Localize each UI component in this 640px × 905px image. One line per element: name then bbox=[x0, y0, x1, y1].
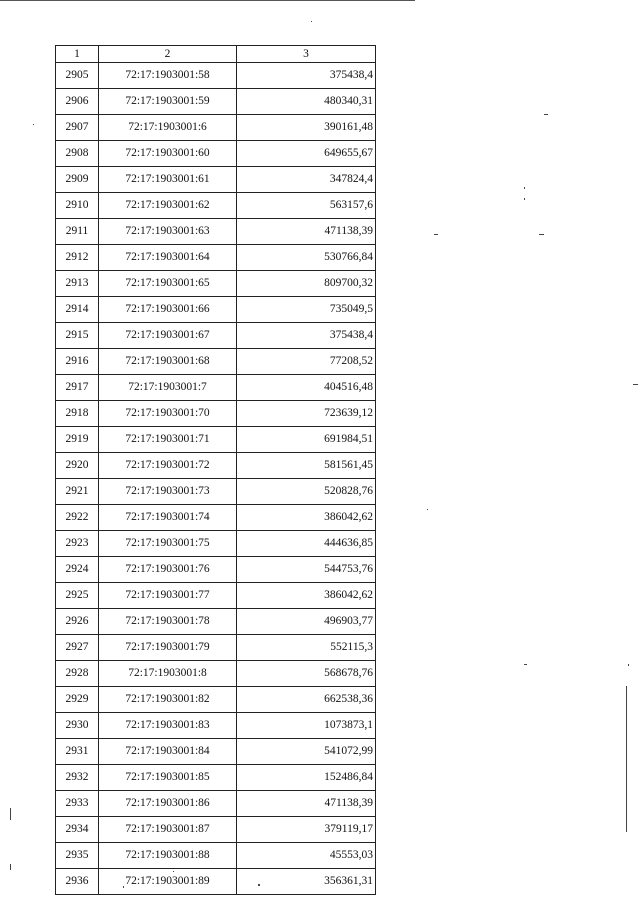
row-number-cell: 2915 bbox=[56, 323, 99, 349]
row-number-cell: 2906 bbox=[56, 89, 99, 115]
row-number-cell: 2910 bbox=[56, 193, 99, 219]
row-number-cell: 2923 bbox=[56, 531, 99, 557]
row-number-cell: 2934 bbox=[56, 817, 99, 843]
scan-speck bbox=[524, 664, 527, 665]
value-cell: 45553,03 bbox=[237, 843, 376, 869]
document-table-container bbox=[55, 45, 376, 895]
table-row bbox=[56, 609, 376, 635]
row-number-cell: 2925 bbox=[56, 583, 99, 609]
row-number-cell: 2936 bbox=[56, 869, 99, 895]
row-number-cell: 2927 bbox=[56, 635, 99, 661]
cadastral-number-cell: 72:17:1903001:62 bbox=[99, 193, 237, 219]
table-row bbox=[56, 375, 376, 401]
value-cell: 404516,48 bbox=[237, 375, 376, 401]
cadastral-number-cell: 72:17:1903001:71 bbox=[99, 427, 237, 453]
table-row bbox=[56, 453, 376, 479]
row-number-cell: 2933 bbox=[56, 791, 99, 817]
table-row bbox=[56, 739, 376, 765]
value-cell: 386042,62 bbox=[237, 505, 376, 531]
cadastral-number-cell: 72:17:1903001:86 bbox=[99, 791, 237, 817]
cadastral-number-cell: 72:17:1903001:65 bbox=[99, 271, 237, 297]
table-body bbox=[56, 63, 376, 895]
row-number-cell: 2916 bbox=[56, 349, 99, 375]
scan-speck bbox=[539, 234, 544, 235]
table-row bbox=[56, 63, 376, 89]
value-cell: 77208,52 bbox=[237, 349, 376, 375]
row-number-cell: 2912 bbox=[56, 245, 99, 271]
cadastral-number-cell: 72:17:1903001:76 bbox=[99, 557, 237, 583]
cadastral-number-cell: 72:17:1903001:82 bbox=[99, 687, 237, 713]
table-row bbox=[56, 635, 376, 661]
column-header-3: 3 bbox=[237, 46, 376, 63]
table-row bbox=[56, 271, 376, 297]
value-cell: 544753,76 bbox=[237, 557, 376, 583]
scan-speck bbox=[123, 886, 124, 888]
scan-speck bbox=[258, 884, 260, 886]
value-cell: 444636,85 bbox=[237, 531, 376, 557]
cadastral-number-cell: 72:17:1903001:63 bbox=[99, 219, 237, 245]
value-cell: 662538,36 bbox=[237, 687, 376, 713]
row-number-cell: 2909 bbox=[56, 167, 99, 193]
value-cell: 649655,67 bbox=[237, 141, 376, 167]
cadastral-number-cell: 72:17:1903001:68 bbox=[99, 349, 237, 375]
table-row bbox=[56, 505, 376, 531]
table-row bbox=[56, 791, 376, 817]
cadastral-number-cell: 72:17:1903001:88 bbox=[99, 843, 237, 869]
table-row bbox=[56, 661, 376, 687]
table-header-row bbox=[56, 46, 376, 63]
row-number-cell: 2908 bbox=[56, 141, 99, 167]
cadastral-number-cell: 72:17:1903001:75 bbox=[99, 531, 237, 557]
table-row bbox=[56, 557, 376, 583]
table-row bbox=[56, 115, 376, 141]
value-cell: 471138,39 bbox=[237, 219, 376, 245]
value-cell: 809700,32 bbox=[237, 271, 376, 297]
cadastral-value-table bbox=[55, 45, 376, 895]
scan-speck bbox=[427, 509, 428, 510]
value-cell: 552115,3 bbox=[237, 635, 376, 661]
scan-speck bbox=[434, 234, 438, 235]
value-cell: 1073873,1 bbox=[237, 713, 376, 739]
cadastral-number-cell: 72:17:1903001:61 bbox=[99, 167, 237, 193]
scan-speck bbox=[10, 864, 11, 870]
cadastral-number-cell: 72:17:1903001:7 bbox=[99, 375, 237, 401]
value-cell: 723639,12 bbox=[237, 401, 376, 427]
table-row bbox=[56, 869, 376, 895]
column-header-1: 1 bbox=[56, 46, 99, 63]
cadastral-number-cell: 72:17:1903001:85 bbox=[99, 765, 237, 791]
table-row bbox=[56, 323, 376, 349]
table-row bbox=[56, 843, 376, 869]
cadastral-number-cell: 72:17:1903001:67 bbox=[99, 323, 237, 349]
row-number-cell: 2924 bbox=[56, 557, 99, 583]
value-cell: 379119,17 bbox=[237, 817, 376, 843]
table-row bbox=[56, 245, 376, 271]
table-row bbox=[56, 193, 376, 219]
cadastral-number-cell: 72:17:1903001:58 bbox=[99, 63, 237, 89]
value-cell: 375438,4 bbox=[237, 63, 376, 89]
column-header-2: 2 bbox=[99, 46, 237, 63]
cadastral-number-cell: 72:17:1903001:74 bbox=[99, 505, 237, 531]
row-number-cell: 2919 bbox=[56, 427, 99, 453]
row-number-cell: 2935 bbox=[56, 843, 99, 869]
table-row bbox=[56, 349, 376, 375]
scan-speck bbox=[10, 808, 11, 820]
cadastral-number-cell: 72:17:1903001:89 bbox=[99, 869, 237, 895]
row-number-cell: 2922 bbox=[56, 505, 99, 531]
scan-speck bbox=[524, 187, 525, 189]
table-row bbox=[56, 167, 376, 193]
scan-speck bbox=[524, 198, 525, 200]
value-cell: 480340,31 bbox=[237, 89, 376, 115]
value-cell: 735049,5 bbox=[237, 297, 376, 323]
table-row bbox=[56, 531, 376, 557]
table-row bbox=[56, 141, 376, 167]
scan-edge-line bbox=[0, 0, 415, 1]
row-number-cell: 2917 bbox=[56, 375, 99, 401]
table-row bbox=[56, 713, 376, 739]
table-row bbox=[56, 687, 376, 713]
cadastral-number-cell: 72:17:1903001:83 bbox=[99, 713, 237, 739]
cadastral-number-cell: 72:17:1903001:60 bbox=[99, 141, 237, 167]
cadastral-number-cell: 72:17:1903001:77 bbox=[99, 583, 237, 609]
scan-speck bbox=[544, 114, 548, 115]
table-row bbox=[56, 427, 376, 453]
value-cell: 390161,48 bbox=[237, 115, 376, 141]
cadastral-number-cell: 72:17:1903001:6 bbox=[99, 115, 237, 141]
row-number-cell: 2911 bbox=[56, 219, 99, 245]
value-cell: 541072,99 bbox=[237, 739, 376, 765]
value-cell: 347824,4 bbox=[237, 167, 376, 193]
cadastral-number-cell: 72:17:1903001:64 bbox=[99, 245, 237, 271]
value-cell: 356361,31 bbox=[237, 869, 376, 895]
row-number-cell: 2921 bbox=[56, 479, 99, 505]
cadastral-number-cell: 72:17:1903001:66 bbox=[99, 297, 237, 323]
table-row bbox=[56, 765, 376, 791]
scan-speck bbox=[311, 21, 312, 22]
row-number-cell: 2931 bbox=[56, 739, 99, 765]
value-cell: 568678,76 bbox=[237, 661, 376, 687]
row-number-cell: 2918 bbox=[56, 401, 99, 427]
table-row bbox=[56, 219, 376, 245]
value-cell: 520828,76 bbox=[237, 479, 376, 505]
table-row bbox=[56, 89, 376, 115]
scan-speck bbox=[626, 686, 627, 832]
row-number-cell: 2932 bbox=[56, 765, 99, 791]
row-number-cell: 2930 bbox=[56, 713, 99, 739]
cadastral-number-cell: 72:17:1903001:70 bbox=[99, 401, 237, 427]
table-row bbox=[56, 817, 376, 843]
cadastral-number-cell: 72:17:1903001:73 bbox=[99, 479, 237, 505]
row-number-cell: 2907 bbox=[56, 115, 99, 141]
cadastral-number-cell: 72:17:1903001:84 bbox=[99, 739, 237, 765]
table-row bbox=[56, 479, 376, 505]
value-cell: 530766,84 bbox=[237, 245, 376, 271]
value-cell: 496903,77 bbox=[237, 609, 376, 635]
cadastral-number-cell: 72:17:1903001:8 bbox=[99, 661, 237, 687]
value-cell: 375438,4 bbox=[237, 323, 376, 349]
value-cell: 386042,62 bbox=[237, 583, 376, 609]
row-number-cell: 2926 bbox=[56, 609, 99, 635]
row-number-cell: 2929 bbox=[56, 687, 99, 713]
row-number-cell: 2905 bbox=[56, 63, 99, 89]
scan-speck bbox=[628, 664, 629, 666]
cadastral-number-cell: 72:17:1903001:59 bbox=[99, 89, 237, 115]
scan-speck bbox=[173, 871, 174, 872]
table-row bbox=[56, 297, 376, 323]
value-cell: 563157,6 bbox=[237, 193, 376, 219]
cadastral-number-cell: 72:17:1903001:79 bbox=[99, 635, 237, 661]
scan-speck bbox=[33, 124, 34, 125]
table-row bbox=[56, 401, 376, 427]
value-cell: 152486,84 bbox=[237, 765, 376, 791]
cadastral-number-cell: 72:17:1903001:72 bbox=[99, 453, 237, 479]
row-number-cell: 2914 bbox=[56, 297, 99, 323]
cadastral-number-cell: 72:17:1903001:78 bbox=[99, 609, 237, 635]
row-number-cell: 2920 bbox=[56, 453, 99, 479]
row-number-cell: 2913 bbox=[56, 271, 99, 297]
table-row bbox=[56, 583, 376, 609]
value-cell: 581561,45 bbox=[237, 453, 376, 479]
value-cell: 471138,39 bbox=[237, 791, 376, 817]
row-number-cell: 2928 bbox=[56, 661, 99, 687]
value-cell: 691984,51 bbox=[237, 427, 376, 453]
scan-speck bbox=[633, 384, 638, 385]
cadastral-number-cell: 72:17:1903001:87 bbox=[99, 817, 237, 843]
